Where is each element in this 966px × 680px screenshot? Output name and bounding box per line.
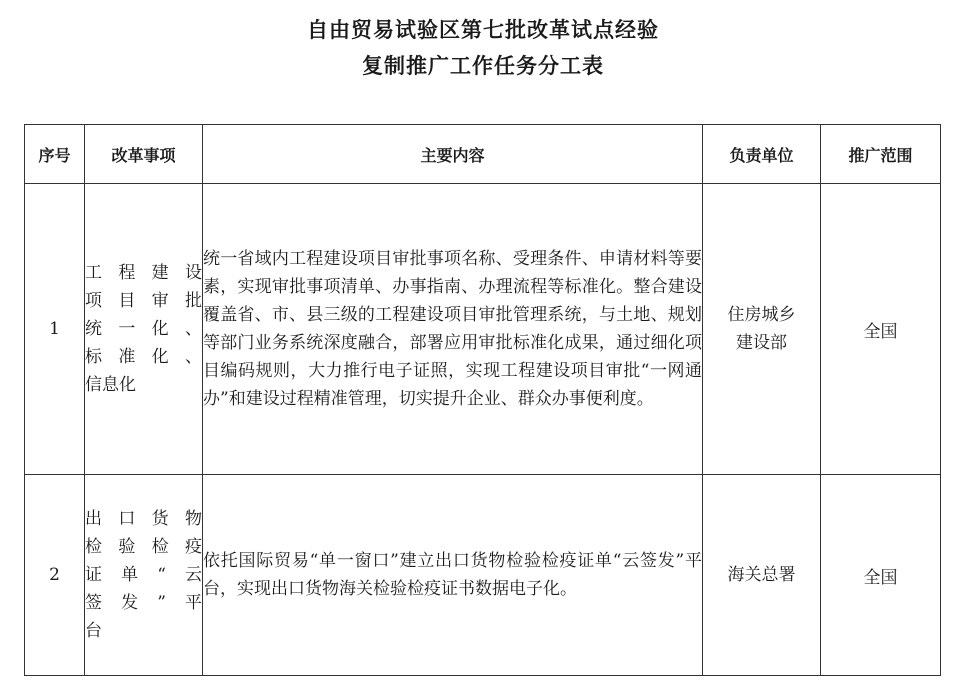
table-row (25, 475, 941, 676)
responsible-unit (703, 184, 821, 475)
responsible-unit-line: 建设部 (736, 333, 787, 353)
row-number: 2 (25, 475, 85, 676)
promotion-scope: 全国 (821, 184, 941, 475)
reform-item-line: 项目审批 (85, 291, 202, 311)
document-title (0, 12, 966, 84)
table-header-row (25, 125, 941, 184)
reform-item (85, 184, 203, 475)
promotion-scope: 全国 (821, 475, 941, 676)
reform-item-line: 签发”平 (85, 593, 202, 613)
responsible-unit-line: 住房城乡 (727, 305, 796, 325)
reform-item-line: 统一化、 (85, 319, 202, 339)
title-line-2: 复制推广工作任务分工表 (362, 54, 604, 78)
main-content: 统一省域内工程建设项目审批事项名称、受理条件、申请材料等要素，实现审批事项清单、办事指南、办理流程等标准化。整合建设覆盖省、市、县三级的工程建设项目审批管理系统，与土地、规划等部门业务系统深度融合，部署应用审批标准化成果，通过细化项目编码规则，大力推行电子证照，实现工程建设项目审批“一网通办”和建设过程精准管理，切实提升企业、群众办事便利度。 (203, 184, 703, 475)
header-no: 序号 (25, 125, 85, 184)
reform-item-line: 信息化 (85, 375, 136, 395)
reform-item-line: 台 (85, 621, 102, 641)
reform-item-line: 工程建设 (85, 263, 202, 283)
task-table (24, 124, 941, 676)
header-scope: 推广范围 (821, 125, 941, 184)
header-unit: 负责单位 (703, 125, 821, 184)
title-line-1: 自由贸易试验区第七批改革试点经验 (307, 18, 659, 42)
reform-item-line: 检验检疫 (85, 537, 202, 557)
reform-item-line: 标准化、 (85, 347, 202, 367)
reform-item-line: 出口货物 (85, 509, 202, 529)
reform-item-line: 证单“云 (85, 565, 202, 585)
header-main: 主要内容 (203, 125, 703, 184)
table-row (25, 184, 941, 475)
responsible-unit (703, 475, 821, 676)
header-item: 改革事项 (85, 125, 203, 184)
main-content: 依托国际贸易“单一窗口”建立出口货物检验检疫证单“云签发”平台，实现出口货物海关检验检疫证书数据电子化。 (203, 475, 703, 676)
row-number: 1 (25, 184, 85, 475)
reform-item (85, 475, 203, 676)
responsible-unit-line: 海关总署 (727, 565, 796, 585)
